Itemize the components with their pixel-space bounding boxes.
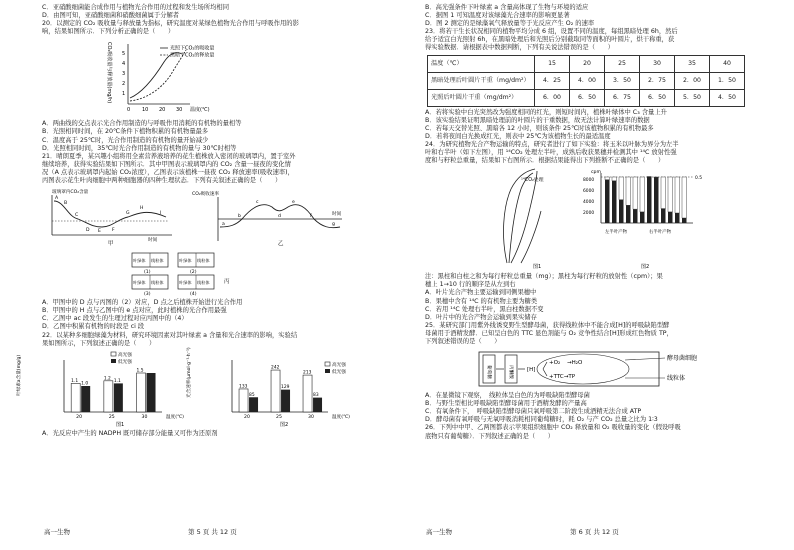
text-line: 底物只有葡萄糖）．下列叙述正确的是（ ）: [425, 432, 555, 440]
weight-bar: [668, 177, 673, 212]
text-line: 24．为研究植物光合产物运输的特点，研究者进行了如下实验：将玉米以叶脉为界分为左半: [425, 140, 679, 148]
q22-c1-ylabel: 叶绿素a含量(mg/g): [17, 354, 22, 396]
table-header-cell: 25: [605, 55, 640, 72]
q22-c1-legend-swatch-b: [111, 359, 116, 363]
text-line: 得实验数据．请根据表中数据判断，下列有关说法错误的是（ ）: [425, 44, 614, 52]
q21-jia-curve: [54, 201, 166, 227]
q24-options: [425, 289, 770, 321]
bar-series-a: [104, 380, 113, 411]
text-line: 22．以某种多细胞绿藻为材料，研究环境因素对其叶绿素 a 含量和光合速率的影响，实验结: [42, 331, 298, 339]
yeast-cell-box: [479, 352, 659, 386]
q21-bing-name: 丙: [224, 279, 230, 286]
q20-light-curve: [130, 53, 182, 98]
bar-series-b: [281, 389, 290, 411]
x-tick-label: 25: [108, 414, 115, 420]
table-cell: 1．50: [710, 72, 745, 89]
q24-ytick: 4000: [583, 200, 595, 206]
left-column: [17, 4, 387, 438]
leaf-right-edge: [511, 171, 537, 263]
text-line: C．据图 1 可知温度对该绿藻光合速率的影响更显著: [425, 12, 570, 20]
text-line: D．图 2 测定的是绿藻氧气释放量等于光反应产生 O₂ 的速率: [425, 20, 595, 28]
q22-c2-legend-swatch-a: [325, 362, 330, 366]
table-cell: 6．75: [605, 89, 640, 106]
text-line: 况（A 点表示玻璃罩内起始 CO₂浓度），乙图表示该植株一昼夜 CO₂ 释放速率(吸收速率)，: [42, 168, 294, 176]
organelle-label: 线粒体: [197, 280, 210, 286]
q21-jia-xlabel: 时间: [148, 238, 158, 244]
footer-subject-left: 高一生物: [44, 528, 70, 536]
q22-c1-legend-b: 低光强: [118, 359, 132, 365]
h2o-label: →H₂O: [567, 360, 583, 367]
q22-bar-charts: [17, 346, 387, 428]
cpm-bar: [647, 177, 652, 224]
x-tick-label: 20: [244, 414, 250, 420]
bar-data-label: 1.1: [71, 378, 79, 384]
x-tick-label: 20: [76, 414, 83, 420]
q24-figures: [425, 167, 770, 271]
figure-q22: [17, 346, 387, 428]
table-header-cell: 35: [675, 55, 710, 72]
branch-arrows: [543, 362, 547, 376]
q22-c2-legend-b: 低光强: [332, 369, 346, 375]
q24-ytick: 2000: [583, 211, 595, 217]
weight-bar: [612, 177, 617, 181]
figure-q24: [425, 167, 770, 271]
q24-notes: [425, 273, 770, 289]
q22-c1-figname: 图1: [116, 421, 125, 428]
text-line: 下列叙述错误的是（ ）: [425, 337, 501, 345]
q21-point: c: [256, 200, 259, 206]
weight-bar: [626, 177, 631, 205]
q21-point: a: [222, 222, 225, 228]
q24-right-label: 右半叶产物: [649, 230, 671, 236]
bar-data-label: 83: [313, 392, 319, 398]
bar-series-a: [239, 389, 248, 412]
text-line: 20．以测定的 CO₂ 吸收量与释放量为指标，研究温度对某绿色植物光合作用与呼吸作用的影: [42, 20, 299, 28]
q21-yi-ylabel: CO₂吸收速率: [192, 192, 220, 198]
table-cell: 3．50: [605, 72, 640, 89]
table-header-cell: 温度（℃）: [428, 55, 535, 72]
option-d: D．光照相同时间，35℃时光合作用制造的有机物的量与 30℃时相等: [42, 144, 237, 152]
pyruvate-label: 丙酮酸: [508, 365, 513, 379]
bar-data-label: 1.1: [113, 378, 121, 384]
table-header-cell: 15: [535, 55, 570, 72]
q23-options: [425, 109, 770, 141]
q21-yi-name: 乙: [278, 241, 284, 248]
weight-bar: [682, 177, 687, 218]
organelle-label: 叶绿体: [179, 280, 192, 286]
q22-c2-figname: 图2: [280, 421, 289, 428]
q20-ytick: 1: [122, 91, 126, 98]
cell-number: (4): [190, 292, 197, 298]
q20-xtick: 20: [159, 107, 166, 114]
q20-ylabel: CO₂吸收量与释放量(mg/h): [106, 42, 112, 104]
table-cell: 4．50: [710, 89, 745, 106]
q20-legend1: 光照下CO₂的吸收量: [170, 45, 215, 52]
option-b: B．果穗中含有 ¹⁴C 的有机物主要为糖类: [425, 297, 538, 305]
organelle-label: 线粒体: [197, 258, 210, 264]
right-top-lines: [425, 4, 770, 28]
text-line: 丙图表示花生叶肉细胞中两种细胞器的四种生理状态．下列有关叙述正确的是（ ）: [42, 177, 282, 185]
q20-options: [42, 120, 387, 152]
option-b: B．甲图中的 H 点与乙图中的 e 点对应，此时植株的光合作用最强: [42, 307, 227, 315]
bar-data-label: 1.5: [136, 368, 144, 374]
table-row-label: 黑暗处理后叶圆片干重（mg/dm²）: [428, 72, 535, 89]
q21-point: b: [238, 214, 241, 220]
h-label: [H]: [527, 367, 536, 374]
q21-point: H: [140, 206, 144, 212]
cpm-bar: [640, 212, 645, 223]
table-header-cell: 40: [710, 55, 745, 72]
q20-ytick: 2: [122, 81, 126, 88]
text-line: 25．某研究部门用紫外线诱变野生型酵母菌，获得线粒体中不能合成[H]的呼吸缺陷型酵: [425, 321, 670, 329]
weight-bar: [605, 177, 610, 180]
q23-table: [427, 55, 745, 107]
bar-data-label: 85: [249, 392, 255, 398]
table-cell: 4．00: [570, 72, 605, 89]
q22-c1-legend-swatch-a: [111, 352, 116, 356]
ttc-label: +TTC→TP: [549, 374, 576, 381]
text-line: 26．下列中中甲、乙两图都表示苹果组织细胞中 CO₂ 释放量和 O₂ 吸收量的变化（假设呼吸: [425, 424, 681, 432]
table-cell: 6．50: [570, 89, 605, 106]
q20-ytick: 4: [122, 61, 126, 68]
q21-point: C: [75, 213, 79, 219]
organelle-label: 叶绿体: [179, 258, 192, 264]
cpm-bar: [661, 209, 666, 223]
option-a: A．两曲线的交点表示光合作用制造的与呼吸作用消耗的有机物的量相等: [42, 120, 242, 128]
option-c: C．温度高于 25℃时，光合作用制造的有机物的量开始减少: [42, 136, 209, 144]
bar-series-a: [137, 373, 146, 412]
q21-point: G: [126, 211, 130, 217]
q20-line-chart: [42, 38, 387, 118]
q24-dashed-ref-label: 0.5: [695, 176, 702, 182]
q22-c1-legend-a: 高光强: [118, 352, 132, 358]
text-line: 给予适宜白光照射 6h，在黑暗处理后和光照后分别截取同等面积的叶圆片，烘干称重，获: [425, 36, 675, 44]
text-line: 注：黑柱和白柱之和为每行籽粒总重量（mg）；黑柱为每行籽粒的放射性（cpm）；果: [425, 273, 663, 281]
cell-number: (1): [144, 270, 151, 276]
q22-option-a: A．光反应中产生的 NADPH 既可储存部分能量又可作为还原剂: [42, 429, 218, 437]
text-line: 果如图所示，下列叙述正确的是（ ）: [42, 339, 156, 347]
option-a: A．甲图中的 D 点与丙图的（2）对应，D 点之后植株开始进行光合作用: [42, 299, 243, 307]
table-row: [428, 72, 745, 89]
q24-ytick: 6000: [583, 189, 595, 195]
q21-point: B: [64, 201, 68, 207]
bar-data-label: 1.0: [81, 381, 89, 387]
footer-page-left: 第 5 页 共 12 页: [188, 528, 237, 536]
option-d: D．叶片中的光合产物会运输到果实储存: [425, 313, 537, 321]
figure-q25: [425, 348, 770, 390]
bar-series-b: [147, 373, 156, 412]
leaf-left-edge: [504, 169, 535, 263]
option-b: B．光照相同时间，在 20℃条件下植物积累的有机物量最多: [42, 128, 209, 136]
cpm-bar: [633, 209, 638, 223]
q21-stem: [42, 153, 387, 185]
bar-series-b: [313, 397, 322, 411]
q20-xtick: 10: [142, 107, 149, 114]
text-line: 穗上 1→10 行的顺序是从左到右: [425, 281, 516, 289]
bar-series-b: [81, 386, 90, 412]
o2-label: +O₂: [549, 360, 561, 367]
option-d: D．若将夜间白光换成红光，则表中 25℃为该植物生长的最适温度: [425, 132, 611, 140]
glucose-label: 葡萄糖: [486, 365, 491, 379]
q22-stem: [42, 332, 387, 348]
weight-bar: [633, 177, 638, 209]
option-c: C．若用 ¹⁴C 处理右半叶，黑白柱数据不变: [425, 305, 544, 313]
table-cell: 2．75: [640, 72, 675, 89]
q21-jia-name: 甲: [108, 241, 114, 248]
q25-diagram: [425, 348, 770, 390]
q24-fig1-name: 图1: [533, 264, 542, 271]
bar-series-b: [114, 383, 123, 412]
text-line: D．由图可知，亚硝酸细菌和硝酸细菌属于分解者: [42, 12, 180, 20]
organelle-label: 线粒体: [151, 258, 164, 264]
q20-xunit: 温度(℃): [190, 107, 210, 114]
q24-ylabel: cpm: [591, 170, 601, 176]
q21-point: A: [55, 196, 59, 202]
q22-c2-ylabel: 光合速率(μmol·g⁻¹·h⁻¹): [187, 346, 192, 398]
q22-c2-legend-swatch-b: [325, 369, 330, 373]
bar-data-label: 213: [303, 370, 312, 376]
text-line: 度和与籽粒总重量，结果如下右图所示．根据结果能得出下列推断不正确的是（ ）: [425, 157, 665, 165]
table-header-cell: 30: [640, 55, 675, 72]
text-line: 21．晴朗夏季，某兴趣小组将用全素营养液培养的花生植株放入密闭的玻璃罩内，置于室外: [42, 152, 296, 160]
table-cell: 5．50: [675, 89, 710, 106]
bar-series-a: [271, 370, 280, 412]
text-line: B．高光强条件下叶绿素 a 含量高体现了生物与环境的适应: [425, 4, 589, 11]
q25-options: [425, 392, 770, 441]
q20-xtick: 30: [176, 107, 183, 114]
q24-stem: [425, 141, 770, 165]
x-tick-label: 30: [141, 414, 148, 420]
weight-bar: [661, 177, 666, 209]
right-column: [425, 4, 770, 441]
text-line: C．亚硝酸细菌能合成作用与植物光合作用的过程和发生场所均相同: [42, 4, 230, 11]
cpm-bar: [675, 213, 680, 223]
option-b: B．该实验结果证明黑暗处理前的叶圆片的干重数据，故无法计算叶绿速率的数据: [425, 116, 650, 124]
cell-number: (2): [190, 270, 197, 276]
table-cell: 4．25: [535, 72, 570, 89]
weight-bar: [640, 177, 645, 212]
q21-yi-xlabel: 时间: [332, 212, 342, 218]
q21-cell-states: [132, 253, 230, 297]
q21-jia-ylabel: 玻璃罩内CO₂含量: [52, 190, 89, 196]
q20-ytick: 5: [122, 51, 126, 58]
x-tick-label: 30: [308, 414, 314, 420]
table-row-label: 光照后叶圆片干重（mg/dm²）: [428, 89, 535, 106]
bar-series-a: [71, 383, 80, 412]
text-line: 继续培养，获得实验结果如下图所示．其中甲图表示玻璃罩内的 CO₂ 含量一昼夜的变化情: [42, 160, 291, 168]
q21-point: g: [332, 222, 335, 228]
bar-data-label: 1.2: [103, 375, 111, 381]
q23-stem: [425, 28, 770, 52]
table-cell: 6．00: [535, 89, 570, 106]
q20-xtick: 0: [127, 107, 131, 114]
option-d: D．酵母菌有氧呼吸与无氧呼吸消耗相同葡萄糖时，耗 O₂ 与产 CO₂ 总量之比为 1∶3: [425, 416, 658, 424]
bar-data-label: 242: [271, 365, 280, 371]
q24-fig2-name: 图2: [641, 264, 650, 271]
q21-point: d: [278, 214, 281, 220]
q21-options: [42, 299, 387, 331]
cpm-bar: [612, 181, 617, 223]
option-c: C．乙图中 ac 段发生的生理过程对应丙图中的（4）: [42, 315, 188, 323]
q20-ytick: 3: [122, 71, 126, 78]
bar-data-label: 133: [239, 384, 248, 390]
q21-figures: [42, 187, 387, 297]
bar-series-b: [249, 397, 258, 412]
q22-c2-xunit: 温度(℃): [332, 414, 350, 420]
table-cell: 6．50: [640, 89, 675, 106]
q21-point: E: [98, 229, 101, 235]
cpm-bar: [668, 212, 673, 223]
text-line: 叶和右半叶（如下左图），用 ¹⁴CO₂ 处理左半叶，成熟后收获果穗并检测其中 ¹⁴C 放射性强: [425, 149, 677, 157]
mitochondrion-shape: [537, 354, 629, 384]
mitochondrion-label: 线粒体: [667, 375, 686, 383]
q22-c1-xunit: 温度(℃): [166, 414, 184, 420]
yeast-cell-label: 酵母菌细胞: [667, 355, 698, 363]
table-cell: 2．00: [675, 72, 710, 89]
table-row: [428, 89, 745, 106]
x-tick-label: 25: [276, 414, 282, 420]
q22-c2-legend-a: 高光强: [332, 362, 346, 368]
footer-subject-right: 高一生物: [426, 528, 452, 536]
q21-point: D: [86, 228, 90, 234]
q21-point: F: [112, 228, 115, 234]
q20-legend2: 黑暗下CO₂的释放量: [170, 52, 215, 59]
figure-q20: [42, 38, 387, 118]
cpm-bar: [626, 205, 631, 223]
weight-bar: [675, 177, 680, 213]
text-line: 母菌用于酒精发酵．已知呈白色的 TTC 显色剂能与 O₂ 竞争性结合[H]形成红色物质 TP，: [425, 329, 673, 337]
organelle-label: 叶绿体: [133, 258, 146, 264]
figure-q21: [42, 187, 387, 297]
option-c: C．有氧条件下， 呼吸缺陷型酵母菌只氧呼吸第二阶段生成酒精无法合成 ATP: [425, 408, 642, 416]
table-row: [428, 55, 745, 72]
cpm-bar: [605, 180, 610, 223]
option-a: A．叶片光合产物主要运输到同侧果穗中: [425, 289, 537, 297]
left-top-lines: [42, 4, 387, 36]
q24-ytick: 8000: [583, 178, 595, 184]
bar-series-a: [303, 375, 312, 412]
option-a: A．在显微镜下观察， 线粒体呈白色的为呼吸缺陷型酵母菌: [425, 392, 590, 400]
cpm-bar: [619, 200, 624, 223]
footer-page-right: 第 6 页 共 12 页: [570, 528, 619, 536]
text-line: 23．将若干生长状况相同的植物平均分成 6 组，设置不同的温度，每组黑暗处理 6h，然后: [425, 28, 678, 36]
option-a: A．若将实验中白光突然改为强度相同的红光，则短时间内，植株叶绿体中 C₃ 含量上升: [425, 108, 667, 116]
q21-point: f: [310, 214, 312, 220]
q24-left-label: 左半叶产物: [605, 230, 627, 236]
cpm-bar: [654, 178, 659, 224]
organelle-label: 线粒体: [151, 280, 164, 286]
q21-point: I: [160, 211, 162, 217]
weight-bar: [619, 177, 624, 200]
cell-number: (3): [144, 292, 151, 298]
q21-point: e: [292, 200, 295, 206]
q24-fig1-label: ¹⁴CO₂处理: [521, 178, 544, 184]
leaf-stem: [521, 211, 541, 263]
text-line: 响，结果如图所示．下列分析正确的是（ ）: [42, 28, 175, 36]
option-c: C．若每天交替光照、黑暗各 12 小时，则该条件 25℃时该植物积累的有机物最多: [425, 124, 654, 132]
organelle-label: 叶绿体: [133, 280, 146, 286]
cpm-bar: [682, 218, 687, 223]
q25-stem: [425, 322, 770, 346]
table-header-cell: 20: [570, 55, 605, 72]
option-b: B．与野生型相比呼吸缺陷型酵母菌用于酒精发酵的产量高: [425, 400, 587, 408]
option-d: D．乙图中积累有机物的时段是 ci 段: [42, 323, 145, 331]
bar-data-label: 129: [281, 384, 290, 390]
